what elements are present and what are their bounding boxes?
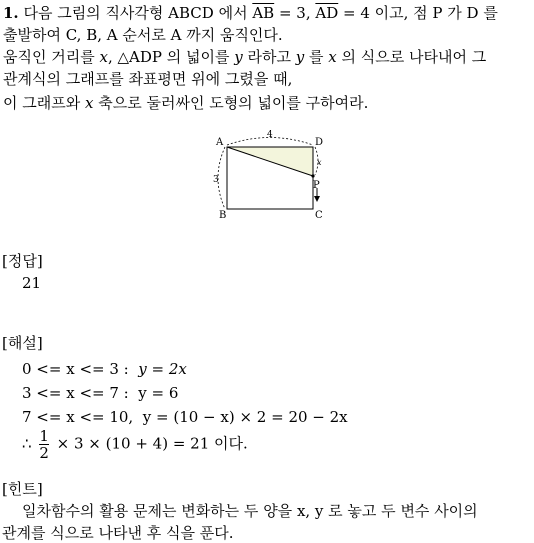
solution-expr-2: y = 6	[138, 384, 179, 402]
problem-text-3a: 움직인 거리를	[3, 48, 100, 66]
rectangle-figure	[205, 128, 335, 223]
solution-range-2: 3 <= x <= 7 :	[22, 384, 129, 402]
segment-ab: $\overline{AB}$	[252, 4, 275, 22]
label-x: x	[317, 158, 322, 167]
label-left: 3	[213, 175, 219, 185]
label-d: D	[315, 137, 324, 148]
hint-heading: [힌트]	[2, 480, 43, 498]
problem-text-5a: 이 그래프와	[3, 94, 85, 112]
problem-text-3b: , △ADP 의 넓이를	[107, 48, 235, 66]
label-p: P	[313, 180, 320, 191]
problem-number: 1.	[3, 4, 19, 22]
point-p	[311, 174, 314, 177]
problem-line-2	[3, 24, 283, 46]
problem-text-5b: 축으로 둘러싸인 도형의 넓이를 구하여라.	[93, 94, 369, 112]
arc-left	[218, 147, 225, 209]
label-c: C	[315, 210, 323, 221]
solution-expr-3: y = (10 − x) × 2 = 20 − 2x	[142, 408, 348, 426]
var-y: y	[295, 48, 305, 66]
problem-text-4: 관계식의 그래프를 좌표평면 위에 그렸을 때,	[3, 70, 293, 88]
problem-line-5	[3, 92, 368, 114]
solution-heading: [해설]	[2, 334, 43, 352]
solution-row-2	[22, 384, 178, 402]
problem-text-3e: 의 식으로 나타내어 그	[336, 48, 487, 66]
problem-text-1b: = 3,	[274, 4, 316, 22]
hint-line-1: 일차함수의 활용 문제는 변화하는 두 양을 x, y 로 놓고 두 변수 사이의	[22, 502, 478, 520]
problem-text-3c: 라하고	[242, 48, 296, 66]
solution-range-1: 0 <= x <= 3 :	[22, 360, 129, 378]
var-x: x	[328, 48, 337, 66]
answer-heading: [정답]	[2, 252, 43, 270]
solution-row-3	[22, 408, 348, 426]
problem-line-1	[3, 2, 498, 24]
solution-range-3: 7 <= x <= 10,	[22, 408, 134, 426]
therefore-symbol: ∴	[22, 434, 32, 453]
problem-text-3d: 를	[304, 48, 329, 66]
var-x: x	[99, 48, 108, 66]
solution-expr-4: × 3 × (10 + 4) = 21 이다.	[56, 434, 248, 453]
segment-ad: $\overline{AD}$	[315, 4, 339, 22]
problem-text-1a: 다음 그림의 직사각형 ABCD 에서	[23, 4, 253, 22]
solution-row-4	[22, 428, 248, 461]
label-b: B	[219, 210, 227, 221]
fraction-numerator: 1	[39, 427, 49, 445]
problem-text-1c: = 4 이고, 점 P 가 D 를	[338, 4, 498, 22]
label-a: A	[216, 137, 224, 148]
label-top: 4	[267, 130, 273, 140]
fraction-half	[39, 428, 49, 461]
problem-text-2: 출발하여 C, B, A 순서로 A 까지 움직인다.	[3, 26, 283, 44]
solution-row-1	[22, 360, 187, 378]
problem-line-3	[3, 46, 486, 68]
var-y: y	[234, 48, 243, 66]
var-x: x	[85, 94, 94, 112]
fraction-denominator: 2	[39, 444, 49, 462]
hint-line-2: 관계를 식으로 나타낸 후 식을 푼다.	[2, 524, 234, 542]
arrow-down-icon	[314, 196, 320, 202]
answer-value: 21	[22, 274, 42, 292]
solution-expr-1: y = 2x	[138, 360, 187, 378]
problem-line-4	[3, 68, 292, 90]
